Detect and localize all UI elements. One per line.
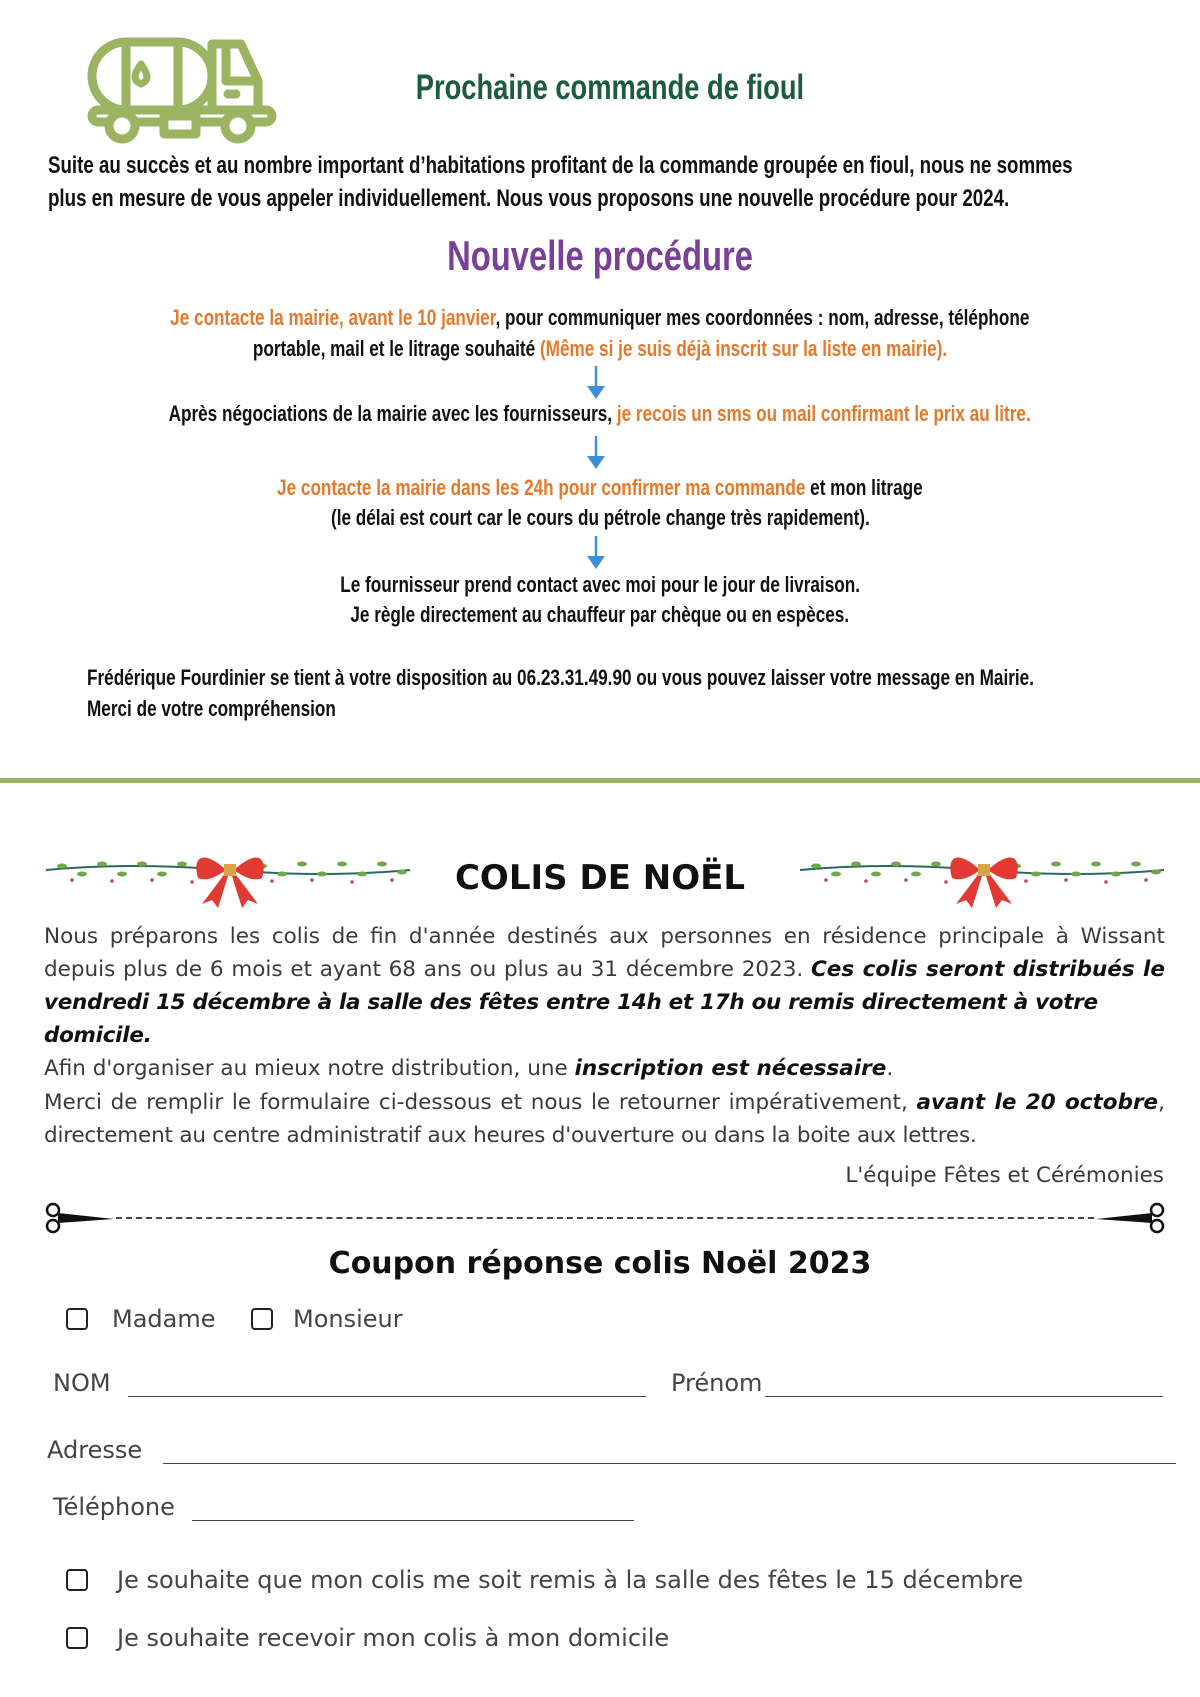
step-4-line-2: Je règle directement au chauffeur par chèque ou en espèces. [350, 602, 850, 627]
step-2: Après négociations de la mairie avec les fournisseurs, je recois un sms ou mail confirmant le prix au litre. [168, 401, 1032, 426]
adresse-field[interactable] [163, 1463, 1176, 1464]
arrow-down-icon [584, 536, 608, 570]
step-3-line-1: Je contacte la mairie dans les 24h pour confirmer ma commande et mon litrage [277, 475, 923, 500]
scissors-icon [1090, 1202, 1166, 1234]
nom-label: NOM [53, 1369, 111, 1397]
nom-field[interactable] [128, 1396, 646, 1397]
telephone-label: Téléphone [53, 1493, 175, 1521]
domicile-checkbox[interactable] [66, 1627, 88, 1649]
salle-des-fetes-label: Je souhaite que mon colis me soit remis à la salle des fêtes le 15 décembre [117, 1566, 1024, 1594]
monsieur-label: Monsieur [293, 1305, 403, 1333]
prenom-field[interactable] [765, 1396, 1163, 1397]
domicile-label: Je souhaite recevoir mon colis à mon domicile [117, 1624, 670, 1652]
noel-title: COLIS DE NOËL [454, 858, 746, 898]
prenom-label: Prénom [671, 1369, 763, 1397]
noel-paragraph-1: Nous préparons les colis de fin d'année destinés aux personnes en résidence principale à Wissant depuis plus de 6 mois et ayant 68 ans ou plus au 31 décembre 2023. Ces colis seront distribués le vendredi 15 décembre à la salle des fêtes entre 14h et 17h ou remis directement à votre domicile. [44, 924, 1165, 1048]
madame-label: Madame [112, 1305, 216, 1333]
signature: L'équipe Fêtes et Cérémonies [845, 1163, 1164, 1188]
arrow-down-icon [584, 366, 608, 400]
scissors-icon [44, 1202, 120, 1234]
noel-paragraph-2: Afin d'organiser au mieux notre distribution, une inscription est nécessaire. Merci de remplir le formulaire ci-dessous et nous le retourner impérativement, avant le 20 octobre, directement au centre administratif aux heures d'ouverture ou dans la boite aux lettres. [44, 1056, 1165, 1148]
adresse-label: Adresse [47, 1436, 143, 1464]
arrow-down-icon [584, 436, 608, 470]
cut-line [44, 1202, 1166, 1234]
salle-des-fetes-checkbox[interactable] [66, 1569, 88, 1591]
monsieur-checkbox[interactable] [251, 1308, 273, 1330]
step-1-line-1: Je contacte la mairie, avant le 10 janvier, pour communiquer mes coordonnées : nom, adresse, téléphone [170, 305, 1030, 330]
step-4-line-1: Le fournisseur prend contact avec moi pour le jour de livraison. [340, 572, 860, 597]
procedure-title: Nouvelle procédure [447, 232, 753, 279]
section-divider [0, 778, 1200, 783]
thanks-line: Merci de votre compréhension [87, 696, 336, 721]
fioul-title: Prochaine commande de fioul [415, 68, 805, 107]
telephone-field[interactable] [192, 1520, 634, 1521]
step-3-line-2: (le délai est court car le cours du pétrole change très rapidement). [330, 505, 870, 530]
madame-checkbox[interactable] [66, 1308, 88, 1330]
coupon-title: Coupon réponse colis Noël 2023 [328, 1246, 872, 1281]
step-1-line-2: portable, mail et le litrage souhaité (Même si je suis déjà inscrit sur la liste en mairie). [252, 336, 948, 361]
contact-line: Frédérique Fourdinier se tient à votre disposition au 06.23.31.49.90 ou vous pouvez laisser votre message en Mairie. [87, 665, 1034, 690]
